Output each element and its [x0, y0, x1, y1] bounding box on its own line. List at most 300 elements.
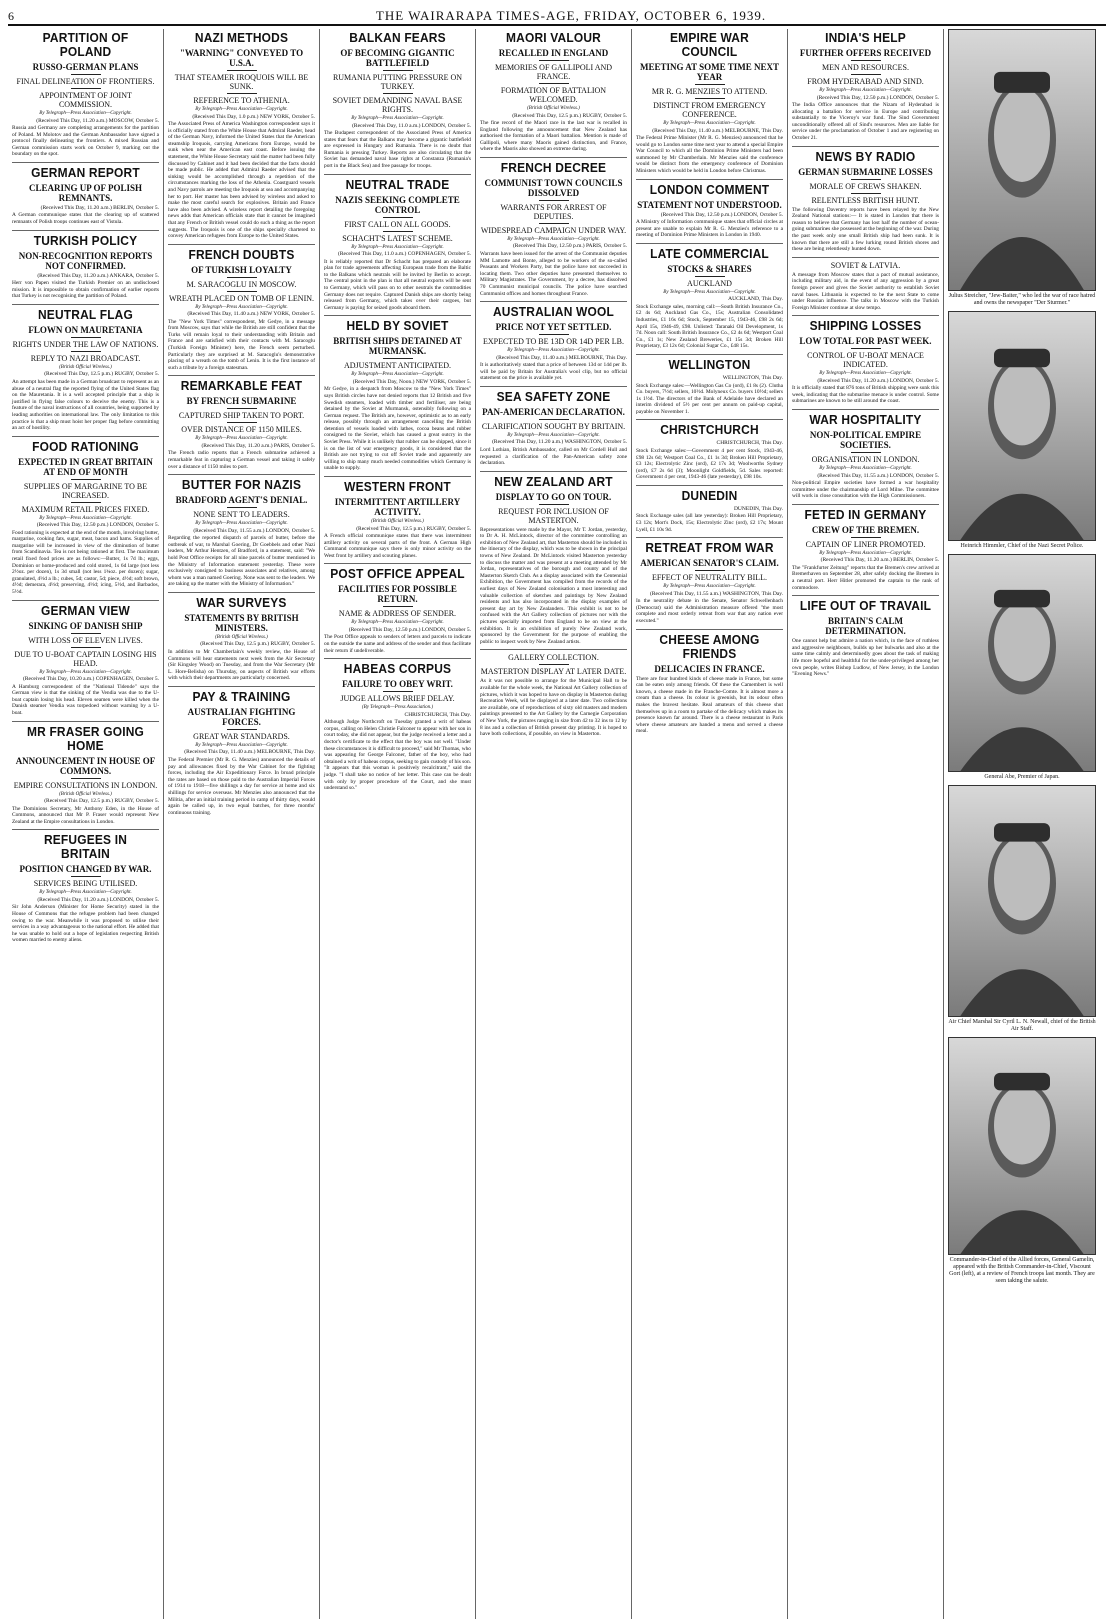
article — [636, 419, 783, 480]
article-divider — [168, 474, 315, 475]
wire-credit: By Telegraph—Press Association—Copyright. — [351, 116, 444, 121]
article-subheading: "WARNING" CONVEYED TO U.S.A. — [179, 48, 304, 68]
dateline: (Received This Day, 11.40 a.m.) MELBOURNE, This Day. — [652, 127, 783, 134]
column-1 — [8, 29, 164, 1619]
article-divider — [480, 157, 627, 158]
article-body: In the neutrality debate in the Senate, Senator Schwellenbach (Democrat) said the Administration measure offered "the most complete and most orderly retreat from war that any nation ever executed." — [636, 598, 783, 624]
article — [480, 31, 627, 153]
article — [480, 386, 627, 467]
short-rule — [71, 479, 101, 480]
short-rule — [539, 223, 569, 224]
article-body: The French radio reports that a French submarine achieved a remarkable feat in capturing a German vessel and taking it safely over a distance of 1150 miles to port. — [168, 450, 315, 470]
short-rule — [71, 74, 101, 75]
article-headline: WESTERN FRONT — [344, 479, 451, 495]
masthead — [8, 0, 1106, 26]
article — [792, 315, 939, 405]
dateline: (Received This Day, 11.0 a.m.) COPENHAGEN, October 5. — [338, 251, 471, 258]
article-headline: NAZI METHODS — [194, 30, 289, 45]
article-headline: MR FRASER GOING HOME — [26, 723, 145, 753]
short-rule — [851, 452, 881, 453]
article-divider — [636, 419, 783, 420]
wire-credit: By Telegraph—Press Association—Copyright. — [195, 742, 288, 748]
article-headline: LONDON COMMENT — [649, 181, 770, 197]
article-subheading: STOCKS & SHARES — [667, 263, 752, 274]
wire-credit: By Telegraph—Press Association—Copyright. — [819, 88, 912, 93]
short-rule — [227, 422, 257, 423]
article-subheading: LOW TOTAL FOR PAST WEEK. — [799, 336, 932, 347]
short-rule — [71, 337, 101, 338]
article — [636, 485, 783, 533]
dateline: AUCKLAND, This Day. — [728, 296, 783, 303]
article-headline: RETREAT FROM WAR — [645, 540, 774, 556]
article-subheading: OF BECOMING GIGANTIC BATTLEFIELD — [340, 48, 455, 68]
article-subheading: RUSSO-GERMAN PLANS — [32, 62, 139, 72]
short-rule — [851, 74, 881, 75]
short-rule — [539, 200, 569, 201]
article — [480, 157, 627, 297]
article-subheading: SCHACHT'S LATEST SCHEME. — [342, 233, 453, 243]
article — [636, 629, 783, 735]
article-subheading: BRADFORD AGENT'S DENIAL. — [175, 495, 308, 506]
article-divider — [636, 243, 783, 244]
article-body: Herr von Papen visited the Turkish Premier on an undisclosed mission. It is impossible to obtain confirmation of earlier reports that Turkey is not recognising the partition of Poland. — [12, 280, 159, 300]
article-divider — [324, 658, 471, 659]
photo-figure — [948, 1037, 1096, 1285]
article-subheading: EXPECTED IN GREAT BRITAIN AT END OF MONTH — [18, 456, 153, 477]
dateline: (Received This Day, 12.5 p.m.) RUGBY, October 5. — [200, 641, 315, 648]
article-body: It is officially stated that 876 tons of British shipping were sunk this week, indicating that the submarine menace is under control. Some submarines are known to be still around the coast. — [792, 385, 939, 405]
article-subheading: INTERMITTENT ARTILLERY ACTIVITY. — [334, 497, 461, 518]
article-body: Although Judge Northcroft on Tuesday granted a writ of habeas corpus, calling on Helen Christie Falconer to appear with her son in court today, she did not appear, but the judge received a letter and a doctor's certificate to the effect that the boy was not well. "Under these circumstances it is difficult to proceed," said Mr Thomas, who was appearing for George Falconer, father of the boy, who had obtained a writ of habeas corpus, seeking to gain custody of his son. "It appears that this woman is positively recalcitrant," said the judge. "I shall take no notice of her letter. This case can be dealt with only by proper procedure of the Court, and she must understand so." — [324, 719, 472, 792]
wire-credit: By Telegraph—Press Association—Copyright. — [195, 436, 288, 442]
article-divider — [168, 375, 315, 376]
article-subheading: STATEMENT NOT UNDERSTOOD. — [637, 199, 782, 210]
short-rule — [383, 691, 413, 692]
article-headline: BUTTER FOR NAZIS — [181, 477, 302, 493]
article — [168, 686, 315, 816]
article-subheading: STATEMENTS BY BRITISH MINISTERS. — [184, 612, 299, 633]
article-subheading: FORMATION OF BATTALION WELCOMED. — [500, 86, 607, 104]
wire-credit: (British Official Wireless.) — [59, 791, 112, 797]
short-rule — [695, 570, 725, 571]
article-subheading: MASTERTON DISPLAY AT LATER DATE. — [480, 667, 627, 677]
article — [12, 600, 159, 717]
article-body: The Federal Premier (Mr R. G. Menzies) announced the details of pay and allowances fixed by the War Cabinet for the fighting forces, including the Air Expeditionary Force. In broad principle the rates are based on those paid to the Australian Imperial Forces of 1914 to 1918—five shillings a day for service at home and six shillings for service overseas. Mr Menzies also announced that the Militia, after an initial training period in camp of thirty days, would again be called up, in two equal batches, for three months' continuous training. — [168, 756, 315, 816]
article-headline: MAORI VALOUR — [505, 30, 601, 45]
article-headline: GERMAN REPORT — [31, 164, 140, 180]
article-headline: TURKISH POLICY — [33, 232, 138, 248]
article-headline: FRENCH DECREE — [500, 159, 607, 175]
article-body: A message from Moscow states that a pact of mutual assistance, including military aid, in the event of any aggression by a great foreign power and gives the Soviet authority to establish Soviet naval bases. Lithuania is expected to be the next State to come under Russian influence. The talks in Moscow with the Turkish Foreign Minister continue at slow tempo. — [792, 271, 939, 311]
article-subheading: DISTINCT FROM EMERGENCY CONFERENCE. — [653, 101, 766, 119]
article-subheading: AMERICAN SENATOR'S CLAIM. — [640, 558, 779, 569]
portrait-photo — [948, 554, 1096, 772]
dateline: (Received This Day, 12.50 p.m.) LONDON, October 5. — [348, 626, 471, 633]
article-subheading: FINAL DELINEATION OF FRONTIERS. — [16, 77, 155, 86]
article — [324, 31, 471, 170]
article-subheading: SOVIET DEMANDING NAVAL BASE RIGHTS. — [332, 96, 463, 114]
article-divider — [636, 354, 783, 355]
wire-credit: By Telegraph—Press Association—Copyright. — [663, 289, 756, 295]
article — [324, 315, 471, 472]
dateline: (Received This Day, 12.5 p.m.) RUGBY, October 5. — [44, 798, 159, 805]
wire-credit: By Telegraph—Press Association—Copyright. — [351, 620, 444, 626]
photo-figure — [948, 554, 1096, 781]
article-subheading: WIDESPREAD CAMPAIGN UNDER WAY. — [480, 225, 627, 235]
article — [324, 658, 471, 792]
article-body: Stock Exchange sales, morning call:—South British Insurance Co., £2 4s 6d; Auckland Gas Co., 15s; Australian Consolidated Industries, £1 16s 6d; Stock, September 15, 1943-46, £98 2s 6d; April 15s, 1946-49, £98. Unlisted: Taranaki Oil Development, 1s 7d. Noon call: South British Insurance Co., £2 4s 6d; Westport Coal Co., £1 1s; New Zealand Breweries, £1 15s 3d; Broken Hill Proprietary, £3 12s 6d; Colonial Sugar Co., £48 15s. — [636, 303, 783, 350]
article-subheading: OVER DISTANCE OF 1150 MILES. — [181, 425, 302, 435]
column-2 — [164, 29, 320, 1619]
article-subheading: EMPIRE CONSULTATIONS IN LONDON. — [13, 780, 158, 790]
article-headline: WELLINGTON — [668, 357, 751, 372]
article — [792, 257, 939, 312]
short-rule — [71, 647, 101, 648]
article-headline: INDIA'S HELP — [825, 30, 906, 45]
wire-credit: By Telegraph—Press Association—Copyright. — [507, 432, 600, 438]
article — [636, 31, 783, 175]
article-divider — [324, 476, 471, 477]
column-7 — [944, 29, 1100, 1619]
dateline: (Received This Day, 11.20 a.m.) WASHINGTON, October 5. — [492, 439, 627, 446]
short-rule — [227, 70, 257, 71]
article-headline: NEUTRAL FLAG — [37, 306, 133, 322]
wire-credit: By Telegraph—Press Association—Copyright. — [351, 244, 444, 250]
article — [12, 436, 159, 596]
article-subheading: FAILURE TO OBEY WRIT. — [342, 679, 453, 690]
article — [792, 409, 939, 500]
article-subheading: AUCKLAND — [687, 278, 732, 288]
short-rule — [851, 193, 881, 194]
portrait-photo — [948, 311, 1096, 541]
article-divider — [12, 829, 159, 830]
dateline: (Received This Day, 12.5 p.m.) RUGBY, October 5. — [512, 112, 627, 119]
article-subheading: SINKING OF DANISH SHIP — [28, 620, 143, 631]
article — [324, 476, 471, 559]
article-divider — [12, 600, 159, 601]
article-body: Stock Exchange sales:—Government 4 per cent Stock, 1943-46, £98 12s 6d; Westport Coal Co., £1 1s 3d; Broken Hill Proprietary, £3 12s; Electrolytic Zinc (ord), £2 17s 3d; Woolworths Sydney (ord), £7 2s 6d (3); Moonlight Goldfields, 5d. Sales reported: Government 4 per cent, 1943-46 (late yesterday), £98 10s. — [636, 447, 783, 481]
photo-caption: Heinrich Himmler, Chief of the Nazi Secret Police. — [960, 543, 1084, 549]
article-subheading: RIGHTS UNDER THE LAW OF NATIONS. — [12, 339, 159, 349]
article — [636, 537, 783, 624]
short-rule — [539, 504, 569, 505]
short-rule — [227, 507, 257, 508]
wire-credit: By Telegraph—Press Association—Copyright. — [195, 521, 288, 527]
short-rule — [695, 98, 725, 99]
wire-credit: By Telegraph—Press Association—Copyright. — [39, 669, 132, 675]
article-subheading: COMMUNIST TOWN COUNCILS DISSOLVED — [484, 177, 623, 198]
article-headline: FRENCH DOUBTS — [188, 246, 295, 262]
article-subheading: MAXIMUM RETAIL PRICES FIXED. — [21, 504, 150, 514]
article-body: Lord Lothian, British Ambassador, called on Mr Cordell Hull and requested a clarification of the Pan-American safety zone declaration. — [480, 446, 627, 467]
dateline: (Received This Day, 11.40 a.m.) NEW YORK, October 5. — [187, 311, 315, 318]
article-subheading: CLEARING UP OF POLISH REMNANTS. — [29, 182, 142, 203]
article — [168, 474, 315, 588]
article-divider — [792, 595, 939, 596]
dateline: (Received This Day, 10.20 a.m.) COPENHAGEN, October 5. — [23, 676, 159, 683]
portrait-photo — [948, 29, 1096, 291]
article-body: In addition to Mr Chamberlain's weekly review, the House of Commons will hear statements next week from the Air Secretary (Sir Kingsley Wood) on Tuesday, and from the War Secretary (Mr L. Hore-Belisha) on Thursday, on aspects of British war efforts with which their departments are particularly concerned. — [168, 648, 315, 682]
article-body: The Dominions Secretary, Mr Anthony Eden, in the House of Commons, announced that Mr P. Fraser would represent New Zealand at the Empire consultations in London. — [12, 805, 159, 825]
short-rule — [71, 502, 101, 503]
article-body: It is authoritatively stated that a price of between 13d or 14d per lb. will be paid by Britain for Australia's wool clip, but no official statement on the price is available yet. — [480, 362, 627, 382]
article-headline: PARTITION OF POLAND — [42, 30, 129, 59]
dateline: (Received This Day, 12.50 p.m.) LONDON, October 5. — [816, 94, 939, 101]
article-divider — [12, 162, 159, 163]
article-subheading: REQUEST FOR INCLUSION OF MASTERTON. — [498, 506, 609, 525]
article-divider — [636, 485, 783, 486]
article — [168, 244, 315, 372]
portrait-photo — [948, 1037, 1096, 1255]
columns — [8, 29, 1106, 1619]
photo-caption: Air Chief Marshal Sir Cyril L. N. Newall, chief of the British Air Staff. — [948, 1019, 1096, 1032]
page-number: 6 — [8, 9, 14, 23]
article-headline: POST OFFICE APPEAL — [330, 566, 465, 582]
article-body: Warrants have been issued for the arrest of the Communist deputies MM Lamotte and Bonte, alleged to be workers of the so-called Peasants and Workers Party, but the police have not succeeded in locating them. Two other deputies have presented themselves to Military Magistrates. The Government, by a decree, has dissolved 70 Communist municipal councils. The police have searched Communist offices and homes throughout France. — [480, 250, 627, 297]
article-headline: CHRISTCHURCH — [660, 422, 759, 438]
article-divider — [324, 174, 471, 175]
dateline: DUNEDIN, This Day. — [733, 505, 783, 512]
article-subheading: WARRANTS FOR ARREST OF DEPUTIES. — [500, 202, 607, 221]
article-body: One cannot help but admire a nation which, in the face of ruthless and aggressive neighbours, builds up her bulwarks and also at the same time calmly and determinedly goes about the task of making life more hopeful and healthful for the under-privileged among her own people, writes Bishop Ludlow, of New Jersey, in the London "Evening News." — [792, 638, 939, 678]
article-headline: FETED IN GERMANY — [804, 506, 927, 522]
dateline: (Received This Day, 12.50 p.m.) LONDON, October 5. — [660, 211, 783, 218]
article-headline: WAR HOSPITALITY — [809, 412, 922, 428]
article-divider — [792, 315, 939, 316]
article-subheading: MORALE OF CREWS SHAKEN. — [809, 181, 922, 191]
dateline: (Received This Day, 11.20 a.m.) BERLIN, October 5. — [40, 204, 159, 211]
article-body: Non-political Empire societies have formed a war hospitality committee under the chairmanship of Lord Milne. The committee will work in close consultation with the High Commissioners. — [792, 480, 939, 500]
short-rule — [71, 633, 101, 634]
wire-credit: By Telegraph—Press Association—Copyright. — [195, 107, 288, 112]
article-divider — [324, 315, 471, 316]
article-divider — [636, 629, 783, 630]
dateline: (Received This Day, 11.20 a.m.) MOSCOW, October 5. — [36, 117, 159, 124]
article-subheading: REFERENCE TO ATHENIA. — [193, 96, 290, 105]
short-rule — [383, 93, 413, 94]
column-5 — [632, 29, 788, 1619]
article-divider — [12, 230, 159, 231]
column-3 — [320, 29, 476, 1619]
article-subheading: NON-POLITICAL EMPIRE SOCIETIES. — [809, 430, 922, 451]
dateline: (Received This Day, 11.20 a.m.) ANKARA, October 5. — [37, 272, 159, 279]
article-body: A French official communique states that there was intermittent artillery activity on several parts of the front. A German High Command communique says there is only minor activity on the West front by artillery and scouting planes. — [324, 533, 471, 559]
article-headline: LIFE OUT OF TRAVAIL — [799, 598, 932, 614]
article — [636, 354, 783, 415]
article — [168, 592, 315, 682]
article-subheading: WITH LOSS OF ELEVEN LIVES. — [28, 635, 143, 645]
article-subheading: SUPPLIES OF MARGARINE TO BE INCREASED. — [23, 481, 148, 500]
article — [792, 595, 939, 678]
article-body: Sir John Anderson (Minister for Home Security) stated in the House of Commons that the refugee problem had been changed owing to the war. Meanwhile it was proposed to utilise their services in a way advantageous to the national effort. He added that he was unable to hold out a hope of legislation respecting British women married to enemy aliens. — [12, 904, 159, 944]
article-headline: REMARKABLE FEAT — [180, 378, 303, 394]
article-subheading: EXPECTED TO BE 13D OR 14D PER LB. — [482, 337, 625, 347]
article-subheading: FROM HYDERABAD AND SIND. — [807, 77, 924, 86]
short-rule — [71, 778, 101, 779]
short-rule — [71, 876, 101, 877]
article-divider — [792, 146, 939, 147]
article-divider — [636, 537, 783, 538]
article-subheading: CAPTURED SHIP TAKEN TO PORT. — [178, 411, 305, 421]
article-subheading: ORGANISATION IN LONDON. — [811, 455, 920, 465]
article-divider — [480, 471, 627, 472]
article — [792, 31, 939, 142]
article-subheading: THAT STEAMER IROQUOIS WILL BE SUNK. — [174, 73, 309, 91]
article-body: The "Frankfurter Zeitung" reports that the Bremen's crew arrived at Bremerhaven on September 28, after safely docking the Bremen in a neutral port. Herr Hitler promoted the captain to the rank of commodore. — [792, 564, 939, 591]
dateline: CHRISTCHURCH, This Day. — [404, 711, 471, 718]
short-rule — [851, 60, 881, 61]
article — [324, 174, 471, 312]
wire-credit: By Telegraph—Press Association—Copyright. — [39, 515, 132, 521]
article-divider — [168, 244, 315, 245]
article-subheading: BRITISH SHIPS DETAINED AT MURMANSK. — [333, 336, 462, 357]
article-headline: BALKAN FEARS — [349, 30, 446, 45]
short-rule — [851, 348, 881, 349]
article-subheading: BRITAIN'S CALM DETERMINATION. — [825, 616, 906, 637]
photo-figure — [948, 785, 1096, 1033]
article-subheading: NAZIS SEEKING COMPLETE CONTROL — [335, 194, 460, 215]
article-divider — [792, 257, 939, 258]
article-subheading: RUMANIA PUTTING PRESSURE ON TURKEY. — [332, 73, 463, 91]
article-headline: HABEAS CORPUS — [343, 661, 452, 677]
short-rule — [71, 351, 101, 352]
wire-credit: (British Official Wireless.) — [527, 106, 580, 111]
dateline: (Received This Day, 11.55 a.m.) LONDON, October 5. — [817, 472, 939, 479]
article — [168, 375, 315, 470]
article-body: Representations were made by the Mayor, Mr T. Jordan, yesterday, to Dr A. H. McLintock, director of the committee controlling an exhibition of New Zealand art, that Masterton should be included in the itinerary of the display, which was to be shown in the principal towns of New Zealand. Dr McLintock visited Masterton yesterday to discuss the matter and was present at a meeting attended by Mr Jordan, representatives of the borough and county and of the Masterton Sketch Club. As a display associated with the Centennial Exhibition, the Government has compiled from the records of the earliest days of New Zealand colonisation a most interesting and valuable collection of sketches and paintings by New Zealand residents and has also incorporated in the display examples of present day art by New Zealanders. This exhibit is not to be confused with the Art Gallery collection of pictures nor with the pictures specially imported from England to be on view at the exhibition. It is an exhibition of purely New Zealand work, sponsored by the Government for the purpose of enabling the public to inspect work by New Zealand artists. — [480, 526, 627, 645]
short-rule — [383, 606, 413, 607]
article-body: An attempt has been made in a German broadcast to represent as an abuse of a neutral flag the reported flying of the United States flag on the Mauretania. It is a well accepted principle that a ship is justified in flying false colours to deceive the enemy. This is a feature of the naval instructions of all countries, being supported by leading authorities on international law. The only limitation to this practice is that a ship must hoist her proper flag before committing an act of hostility. — [12, 378, 159, 432]
article-subheading: MR R. G. MENZIES TO ATTEND. — [651, 87, 768, 96]
dateline: (Received This Day, 11.20 a.m.) LONDON, October 5. — [37, 896, 159, 903]
article-subheading: SERVICES BEING UTILISED. — [33, 879, 138, 889]
short-rule — [695, 84, 725, 85]
article-subheading: NONE SENT TO LEADERS. — [193, 510, 290, 520]
wire-credit: By Telegraph—Press Association—Copyright. — [39, 111, 132, 116]
dateline: (Received This Day, Noon.) NEW YORK, October 5. — [352, 378, 471, 385]
article-body: The Budapest correspondent of the Associated Press of America states that fears that the Balkans may become a gigantic battlefield are expressed in Hungary and Rumania. There is no doubt that Rumania is pressing Turkey. Reports are also circulating that the Soviet has demanded naval base rights at Constanza (Rumania's port in the Black Sea) and free passage for troops. — [324, 130, 471, 169]
short-rule — [851, 537, 881, 538]
article-body: Russia and Germany are completing arrangements for the partition of Poland. M Molotov and the German Ambassador have signed a protocol finally delineating the frontiers. A mixed Russian and German commission starts work on October 9, marking out the boundary on the spot. — [12, 125, 159, 158]
article-subheading: WREATH PLACED ON TOMB OF LENIN. — [168, 293, 315, 303]
article-divider — [168, 686, 315, 687]
article-subheading: BY FRENCH SUBMARINE — [186, 396, 297, 407]
article-headline: EMPIRE WAR COUNCIL — [670, 30, 749, 59]
article-body: Food rationing is expected at the end of the month, involving butter, margarine, cooking fats, sugar, meat, bacon and hams. Supplies of margarine will be increased in view of the diminution of butter from Scandinavia. Tea is not being rationed at first. The maximum retail fixed food prices are as follows:—Butter, 1s 7d lb.; eggs, Dominion or home-produced and cold stored, 1s 6d large (not less 2½oz. per dozen), 1s 3d small (not less 1¾oz. per dozen); sugar, granulated, 4½d a lb.; cubes, 5d; castor, 5d; piece, 4½d; soft brown, 4½d; demerara, 4½d; preserving, 4½d; icing, 5½d, and Barbados, 5½d. — [12, 529, 159, 596]
article-divider — [480, 301, 627, 302]
short-rule — [383, 70, 413, 71]
short-rule — [695, 276, 725, 277]
article-subheading: CAPTAIN OF LINER PROMOTED. — [805, 539, 926, 549]
article-body: The following Daventry reports have been relayed by the New Zealand National stations:— It is stated in London that there is reason to believe that Germany has lost half the number of ocean-going submarines she possessed at the beginning of the war. During the past week only one small British ship had been sunk. It is known that there are still a few lurking round British shores and these are being relentlessly hunted down. — [792, 206, 939, 253]
article-subheading: ADJUSTMENT ANTICIPATED. — [343, 361, 452, 371]
dateline: (Received This Day, 12.50 p.m.) PARIS, October 5. — [512, 243, 627, 250]
article-subheading: NAME & ADDRESS OF SENDER. — [338, 609, 457, 619]
dateline: (Received This Day, 11.40 a.m.) MELBOURNE, This Day. — [184, 749, 315, 756]
article-subheading: DISPLAY TO GO ON TOUR. — [495, 491, 612, 502]
article-body: A Hamburg correspondent of the "National Tidende" says the German view is that the sinking of the Vendia was due to the U-boat captain losing his head. Eleven seamen were killed when the Danish steamer Vendia was torpedoed without warning by a U-boat. — [12, 683, 159, 716]
article-body: Stock Exchange sales (all late yesterday): Broken Hill Proprietary, £3 12s; Mort's Dock, 15s; Electrolytic Zinc (ord), £2 17s; Mount Lyell, £1 10s 9d. — [636, 513, 783, 533]
photo-figure — [948, 29, 1096, 307]
wire-credit: By Telegraph—Press Association—Copyright. — [663, 584, 756, 590]
newspaper-title-line: THE WAIRARAPA TIMES-AGE, FRIDAY, OCTOBER 6, 1939. — [375, 8, 767, 23]
wire-credit: (British Official Wireless.) — [59, 364, 112, 370]
article-headline: SHIPPING LOSSES — [809, 318, 922, 334]
article-headline: NEWS BY RADIO — [815, 148, 916, 164]
article-subheading: GALLERY COLLECTION. — [508, 653, 599, 663]
article-subheading: RELENTLESS BRITISH HUNT. — [811, 195, 920, 205]
article-headline: DUNEDIN — [681, 487, 738, 503]
dateline: (Received This Day, 11.20 a.m.) PARIS, October 5. — [201, 442, 315, 449]
wire-credit: (British Official Wireless.) — [371, 519, 424, 525]
short-rule — [71, 88, 101, 89]
short-rule — [227, 408, 257, 409]
article-subheading: FACILITIES FOR POSSIBLE RETURN. — [338, 584, 457, 605]
dateline: (Received This Day, 12.50 p.m.) LONDON, October 5. — [36, 522, 159, 529]
photo-figure — [948, 311, 1096, 550]
article-subheading: REPLY TO NAZI BROADCAST. — [30, 353, 141, 363]
short-rule — [383, 231, 413, 232]
article-subheading: APPOINTMENT OF JOINT COMMISSION. — [39, 91, 132, 109]
article-body: There are four hundred kinds of cheese made in France, but some can be eaten only among friends. Of these the Camembert is well known, a cheese made in the Franche-Comte. It is almost more a cream than a cheese. Its colour is greenish, but its odour often makes the bravest hesitate. Real amateurs of this cheese shut themselves up in a room to partake of the delicacy which makes its presence known far around. There is a cheese restaurant in Paris where cheese amateurs are handed a menu and served a cheese meal. — [636, 675, 783, 735]
article — [792, 504, 939, 591]
article-divider — [168, 592, 315, 593]
wire-credit: (British Official Wireless.) — [215, 634, 268, 640]
wire-credit: By Telegraph—Press Association—Copyright. — [819, 550, 912, 556]
article-subheading: MEN AND RESOURCES. — [822, 63, 909, 72]
article-headline: AUSTRALIAN WOOL — [492, 304, 615, 320]
article-headline: SEA SAFETY ZONE — [496, 388, 611, 404]
article-body: The fine record of the Maori race in the last war is recalled in England following the announcement that New Zealand has authorised the formation of a Maori battalion. Mention is made of Gallipoli, where many Maoris gained distinction, and France, where the Maoris also showed an extreme daring. — [480, 120, 627, 153]
article — [480, 301, 627, 382]
article-subheading: CREW OF THE BREMEN. — [811, 524, 920, 535]
article-subheading: DUE TO U-BOAT CAPTAIN LOSING HIS HEAD. — [14, 649, 157, 668]
column-4 — [476, 29, 632, 1619]
article-divider — [480, 386, 627, 387]
wire-credit: By Telegraph—Press Association—Copyright. — [663, 121, 756, 126]
article-divider — [12, 436, 159, 437]
article-headline: NEW ZEALAND ART — [494, 473, 613, 489]
article — [636, 179, 783, 239]
wire-credit: By Telegraph—Press Association—Copyright. — [507, 236, 600, 242]
article-divider — [324, 563, 471, 564]
article — [12, 162, 159, 226]
article — [12, 304, 159, 432]
dateline: WELLINGTON, This Day. — [722, 375, 783, 381]
article — [12, 721, 159, 826]
article-subheading: MEMORIES OF GALLIPOLI AND FRANCE. — [494, 63, 613, 81]
article-divider — [12, 304, 159, 305]
article — [636, 243, 783, 350]
article — [792, 146, 939, 253]
article-subheading: FIRST CALL ON ALL GOODS. — [344, 219, 451, 229]
article-headline: CHEESE AMONG FRIENDS — [659, 631, 760, 661]
dateline: (Received This Day, 12.5 p.m.) RUGBY, October 5. — [356, 525, 471, 532]
article-body: The Federal Prime Minister (Mr R. G. Menzies) announced that he would go to London some time next year to attend a special Empire War Council to which all the Dominion Prime Ministers had been summoned by Mr Chamberlain. Mr Menzies said the conference would be distinct from the emergency conference of Dominion Ministers which would be held in London before Christmas. — [636, 135, 783, 174]
wire-credit: By Telegraph—Press Association—Copyright. — [819, 371, 912, 377]
article-body: Stock Exchange sales:—Wellington Gas Co (ord), £1 8s (2). Clutha Co. buyers, 7½d; sellers, 10½d. Molyneux Co. buyers 10½d; sellers 1s 1½d. The directors of the Bank of Adelaide have declared an interim dividend of 5½ per cent per annum on paid-up capital, payable on November 1. — [636, 382, 783, 415]
article-subheading: CONTROL OF U-BOAT MENACE INDICATED. — [807, 351, 924, 370]
article-subheading: JUDGE ALLOWS BRIEF DELAY. — [340, 694, 455, 704]
article-headline: WAR SURVEYS — [196, 594, 287, 610]
article-divider — [636, 179, 783, 180]
article-divider — [12, 721, 159, 722]
article-subheading: FURTHER OFFERS RECEIVED — [799, 48, 932, 58]
wire-credit: (By Telegraph—Press Association.) — [361, 705, 434, 711]
wire-credit: By Telegraph—Press Association—Copyright. — [507, 348, 600, 354]
short-rule — [227, 93, 257, 94]
photo-caption: Julius Streicher, "Jew-Baiter," who led the war of race hatred and owns the newspaper "Der Sturmer." — [948, 293, 1096, 306]
